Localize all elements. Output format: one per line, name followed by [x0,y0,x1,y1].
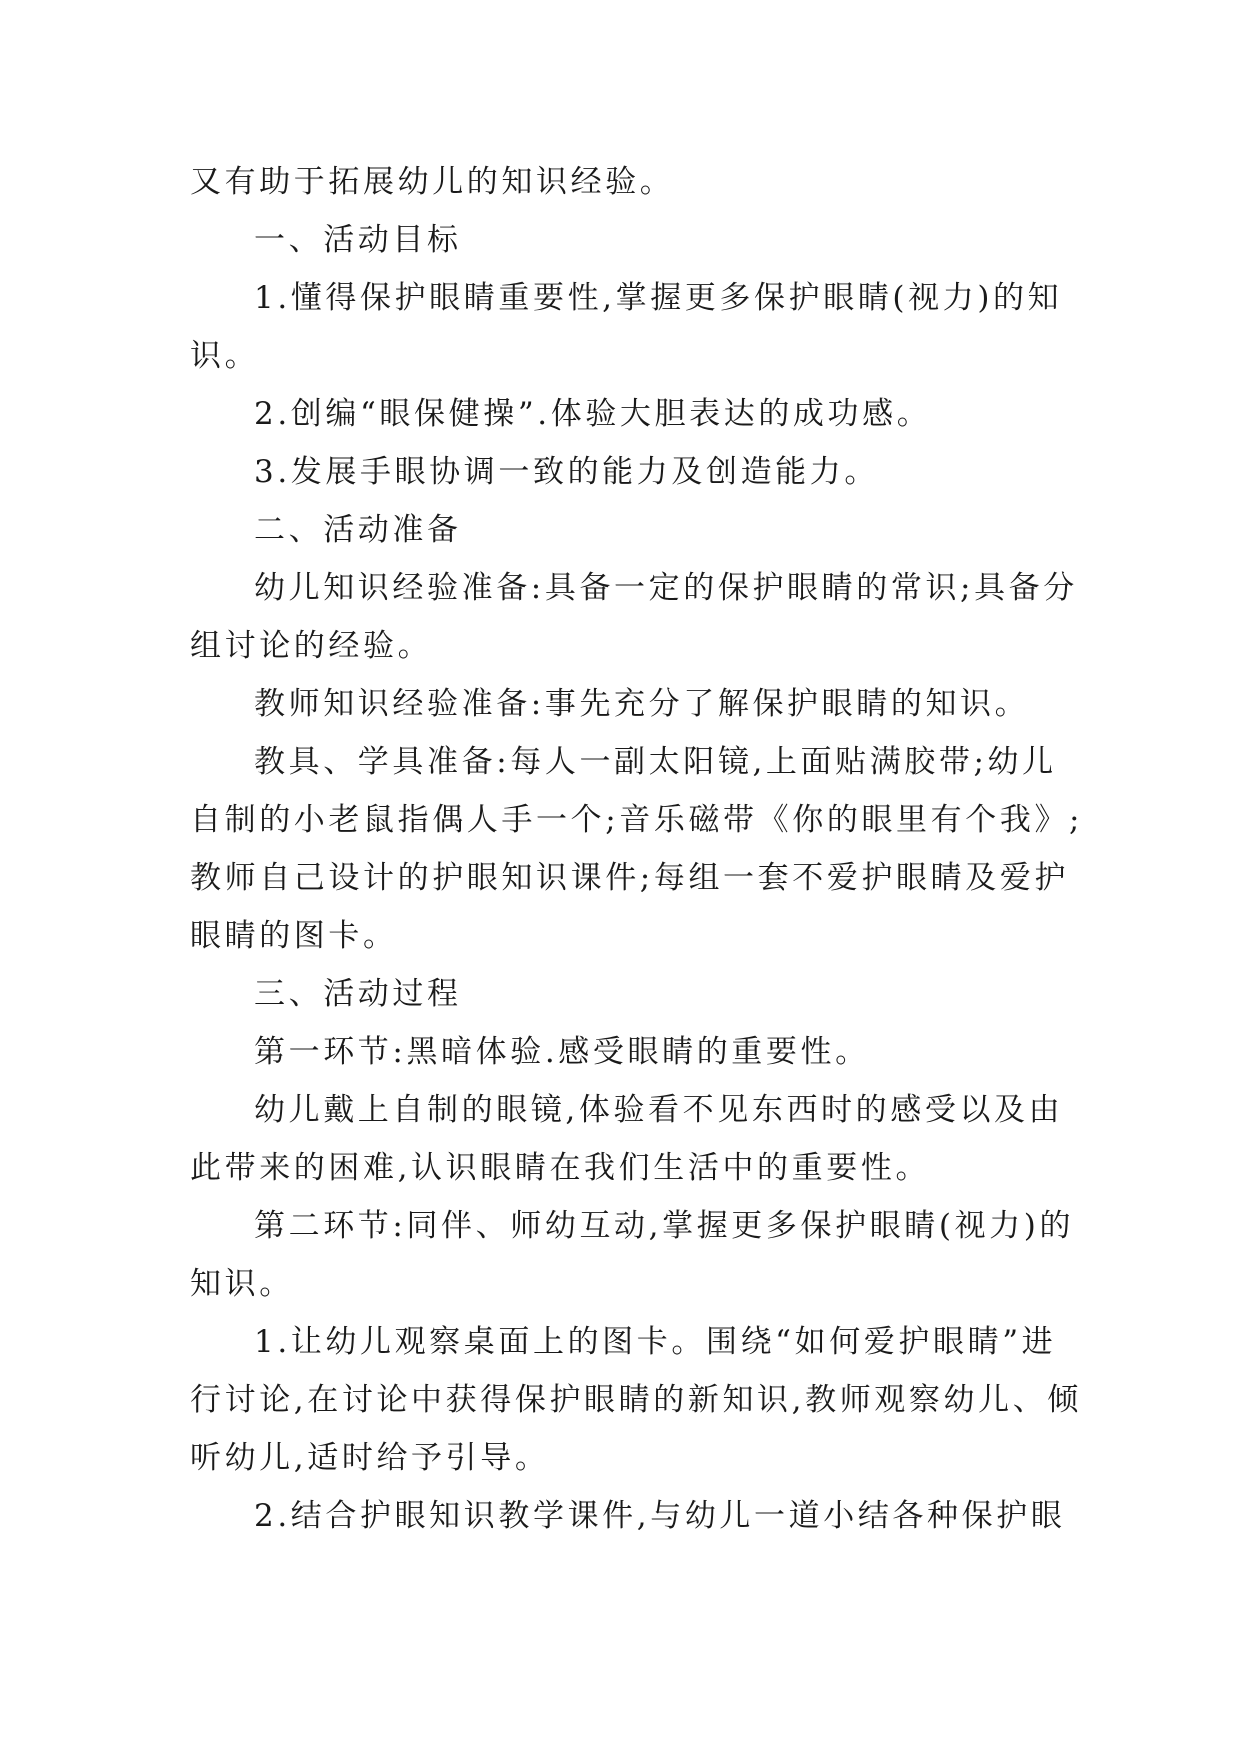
paragraph-line: 此带来的困难,认识眼睛在我们生活中的重要性。 [190,1150,931,1186]
paragraph-line: 教具、学具准备:每人一副太阳镜,上面贴满胶带;幼儿 [254,744,1057,780]
paragraph-line: 知识。 [190,1266,294,1302]
paragraph-line: 教师知识经验准备:事先充分了解保护眼睛的知识。 [254,686,1030,722]
paragraph-line: 组讨论的经验。 [190,628,433,664]
paragraph-line: 教师自己设计的护眼知识课件;每组一套不爱护眼睛及爱护 [190,860,1070,896]
paragraph-line: 自制的小老鼠指偶人手一个;音乐磁带《你的眼里有个我》; [190,802,1084,838]
paragraph-line: 识。 [190,338,260,374]
section-heading: 二、活动准备 [254,512,462,548]
paragraph-line: 2.创编“眼保健操”.体验大胆表达的成功感。 [254,396,932,432]
paragraph-line: 眼睛的图卡。 [190,918,398,954]
paragraph-line: 3.发展手眼协调一致的能力及创造能力。 [254,454,879,490]
paragraph-line: 又有助于拓展幼儿的知识经验。 [190,164,675,200]
paragraph-line: 幼儿知识经验准备:具备一定的保护眼睛的常识;具备分 [254,570,1078,606]
paragraph-line: 1.让幼儿观察桌面上的图卡。围绕“如何爱护眼睛”进 [254,1324,1057,1360]
paragraph-line: 第二环节:同伴、师幼互动,掌握更多保护眼睛(视力)的 [254,1208,1075,1244]
paragraph-line: 行讨论,在讨论中获得保护眼睛的新知识,教师观察幼儿、倾 [190,1382,1082,1418]
paragraph-line: 第一环节:黑暗体验.感受眼睛的重要性。 [254,1034,870,1070]
section-heading: 三、活动过程 [254,976,462,1012]
paragraph-line: 1.懂得保护眼睛重要性,掌握更多保护眼睛(视力)的知 [254,280,1063,316]
paragraph-line: 2.结合护眼知识教学课件,与幼儿一道小结各种保护眼 [254,1498,1066,1534]
section-heading: 一、活动目标 [254,222,462,258]
paragraph-line: 幼儿戴上自制的眼镜,体验看不见东西时的感受以及由 [254,1092,1064,1128]
paragraph-line: 听幼儿,适时给予引导。 [190,1440,550,1476]
